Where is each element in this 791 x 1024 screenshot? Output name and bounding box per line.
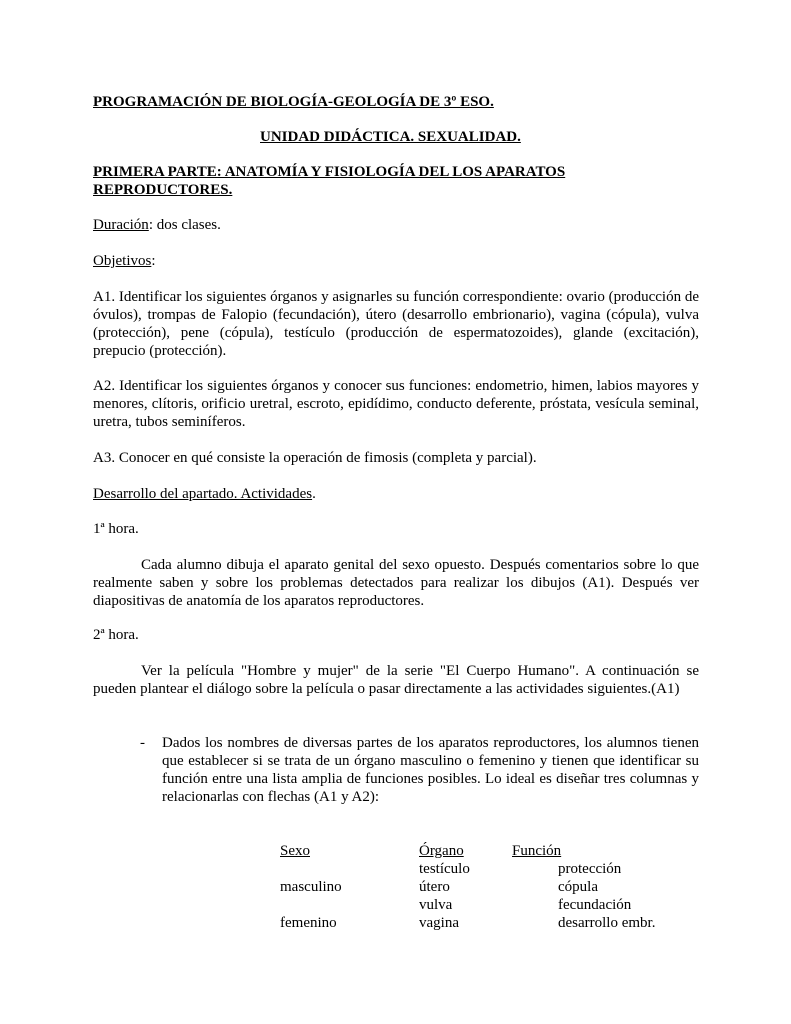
duration-line <box>93 216 699 234</box>
organo-cell: vagina <box>419 915 459 931</box>
development-label: Desarrollo del apartado. Actividades <box>93 486 313 502</box>
development-dot: . <box>312 486 316 502</box>
hour-1-text: Cada alumno dibuja el aparato genital del sexo opuesto. Después comentarios sobre lo que realmente saben y sobre los problemas detectados para realizar los dibujos (A1). Después ver diapositivas de anatomía de los aparatos reproductores. <box>93 557 699 609</box>
doc-title: PROGRAMACIÓN DE BIOLOGÍA-GEOLOGÍA DE 3º ESO. <box>93 94 494 110</box>
hour-1-label: 1ª hora. <box>93 521 139 537</box>
sexo-cell: masculino <box>280 879 342 895</box>
hour-2-text: Ver la película "Hombre y mujer" de la serie "El Cuerpo Humano". A continuación se pueden plantear el diálogo sobre la película o pasar directamente a las actividades siguientes.(A1) <box>93 663 699 697</box>
activity-list-item <box>140 734 699 806</box>
funcion-cell: fecundación <box>558 897 632 913</box>
document-page <box>93 0 699 1024</box>
header-organo: Órgano <box>419 843 464 859</box>
objectives-colon: : <box>151 253 156 269</box>
unit-title: UNIDAD DIDÁCTICA. SEXUALIDAD. <box>260 129 521 145</box>
organo-cell: testículo <box>419 861 470 877</box>
hour-2-label: 2ª hora. <box>93 627 139 643</box>
development-heading <box>93 485 699 503</box>
objective-a1: A1. Identificar los siguientes órganos y asignarles su función correspondiente: ovario (producción de óvulos), trompas de Falopio (fecundación), útero (desarrollo embrionario), vagina (cópula), vulva (protección), pene (cópula), testículo (producción de espermatozoides), glande (excitación), prepucio (protección). <box>93 289 699 359</box>
header-funcion: Función <box>512 843 562 859</box>
header-sexo: Sexo <box>280 843 310 859</box>
organo-cell: vulva <box>419 897 453 913</box>
objectives-heading <box>93 252 699 270</box>
funcion-cell: desarrollo embr. <box>558 915 656 931</box>
funcion-cell: cópula <box>558 879 598 895</box>
objective-a2: A2. Identificar los siguientes órganos y conocer sus funciones: endometrio, himen, labios mayores y menores, clítoris, orificio uretral, escroto, epidídimo, conducto deferente, próstata, vesícula seminal, uretra, tubos seminíferos. <box>93 378 699 430</box>
duration-label: Duración <box>93 217 149 233</box>
sexo-cell: femenino <box>280 915 337 931</box>
list-dash: - <box>140 735 145 751</box>
funcion-cell: protección <box>558 861 622 877</box>
duration-value: : dos clases. <box>148 217 221 233</box>
objectives-label: Objetivos <box>93 253 152 269</box>
activity-text: Dados los nombres de diversas partes de los aparatos reproductores, los alumnos tienen que establecer si se trata de un órgano masculino o femenino y tienen que identificar su función entre una lista amplia de funciones posibles. Lo ideal es diseñar tres columnas y relacionarlas con flechas (A1 y A2): <box>162 735 699 805</box>
organ-function-table <box>280 842 700 932</box>
organo-cell: útero <box>419 879 450 895</box>
objective-a3: A3. Conocer en qué consiste la operación de fimosis (completa y parcial). <box>93 450 537 466</box>
part-title: PRIMERA PARTE: ANATOMÍA Y FISIOLOGÍA DEL LOS APARATOS REPRODUCTORES. <box>93 164 566 198</box>
